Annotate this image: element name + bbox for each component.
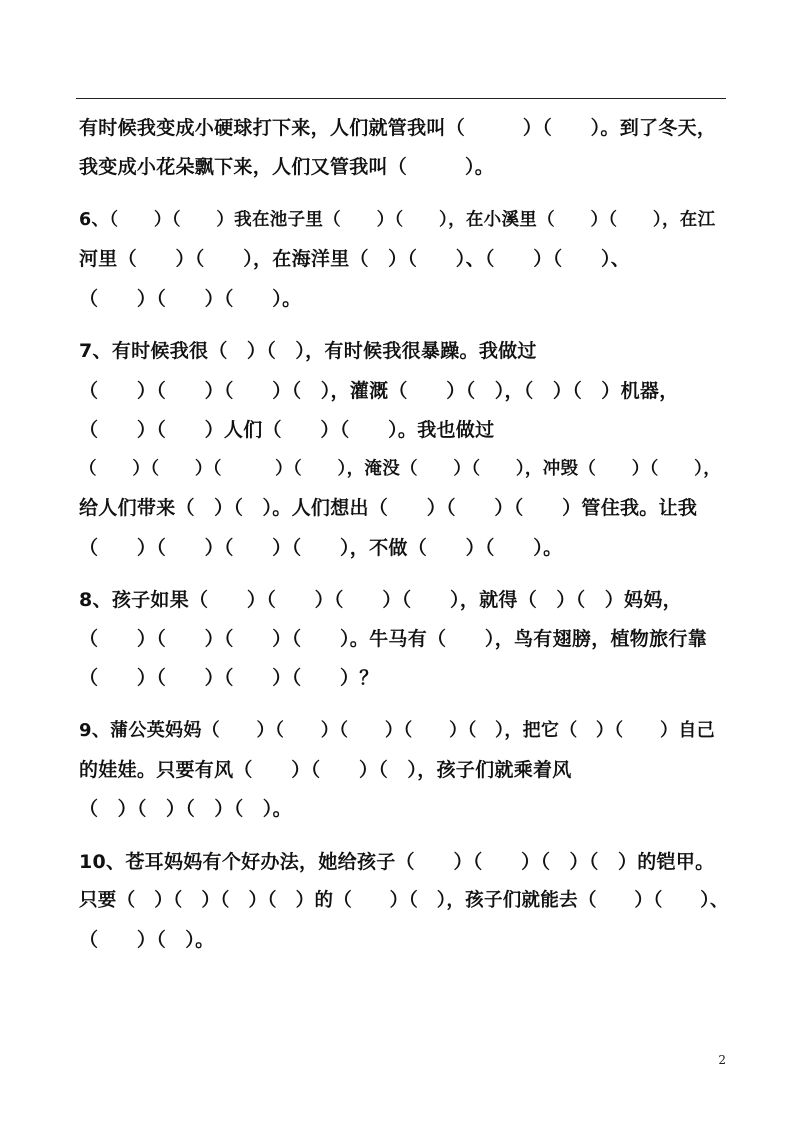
text-line: 有时候我变成小硬球打下来，人们就管我叫（ ）（ ）。到了冬天， [79,117,717,139]
text-line: （ ）（ ）（ ）（ ），不做（ ）（ ）。 [79,537,563,559]
text-line: （ ）（ ）（ ）（ ）？ [79,667,379,689]
header-rule [76,98,726,99]
question-7: 7、有时候我很（ ）（ ），有时候我很暴躁。我做过 [79,340,537,362]
text-line: （ ）（ ）人们（ ）（ ）。我也做过 [79,419,495,441]
text-line: （ ）（ ）（ ）（ ），灌溉（ ）（ ），（ ）（ ）机器， [79,380,679,402]
page-number: 2 [718,1053,726,1067]
text-line: （ ）（ ）（ ）（ ），淹没（ ）（ ），冲毁（ ）（ ）， [79,459,721,479]
question-8: 8、孩子如果（ ）（ ）（ ）（ ），就得（ ）（ ）妈妈， [79,589,682,611]
text-line: （ ）（ ）。 [79,929,215,951]
text-line: 只要（ ）（ ）（ ）（ ）的（ ）（ ），孩子们就能去（ ）（ ）、 [79,890,729,911]
text-line: 我变成小花朵飘下来，人们又管我叫（ ）。 [79,156,495,178]
text-line: （ ）（ ）（ ）（ ）。 [79,798,292,820]
text-line: （ ）（ ）（ ）。 [79,288,302,310]
text-line: 的娃娃。只要有风（ ）（ ）（ ），孩子们就乘着风 [79,759,572,781]
question-9: 9、蒲公英妈妈（ ）（ ）（ ）（ ）（ ），把它（ ）（ ）自己 [79,720,715,741]
text-line: 河里（ ）（ ），在海洋里（ ）（ ）、（ ）（ ）、 [79,248,631,270]
text-line: （ ）（ ）（ ）（ ）。牛马有（ ），鸟有翅膀，植物旅行靠 [79,628,708,650]
question-10: 10、苍耳妈妈有个好办法，她给孩子（ ）（ ）（ ）（ ）的铠甲。 [79,851,715,873]
question-6: 6、（ ）（ ）我在池子里（ ）（ ），在小溪里（ ）（ ），在江 [79,210,716,230]
text-line: 给人们带来（ ）（ ）。人们想出（ ）（ ）（ ）管住我。让我 [79,497,698,519]
